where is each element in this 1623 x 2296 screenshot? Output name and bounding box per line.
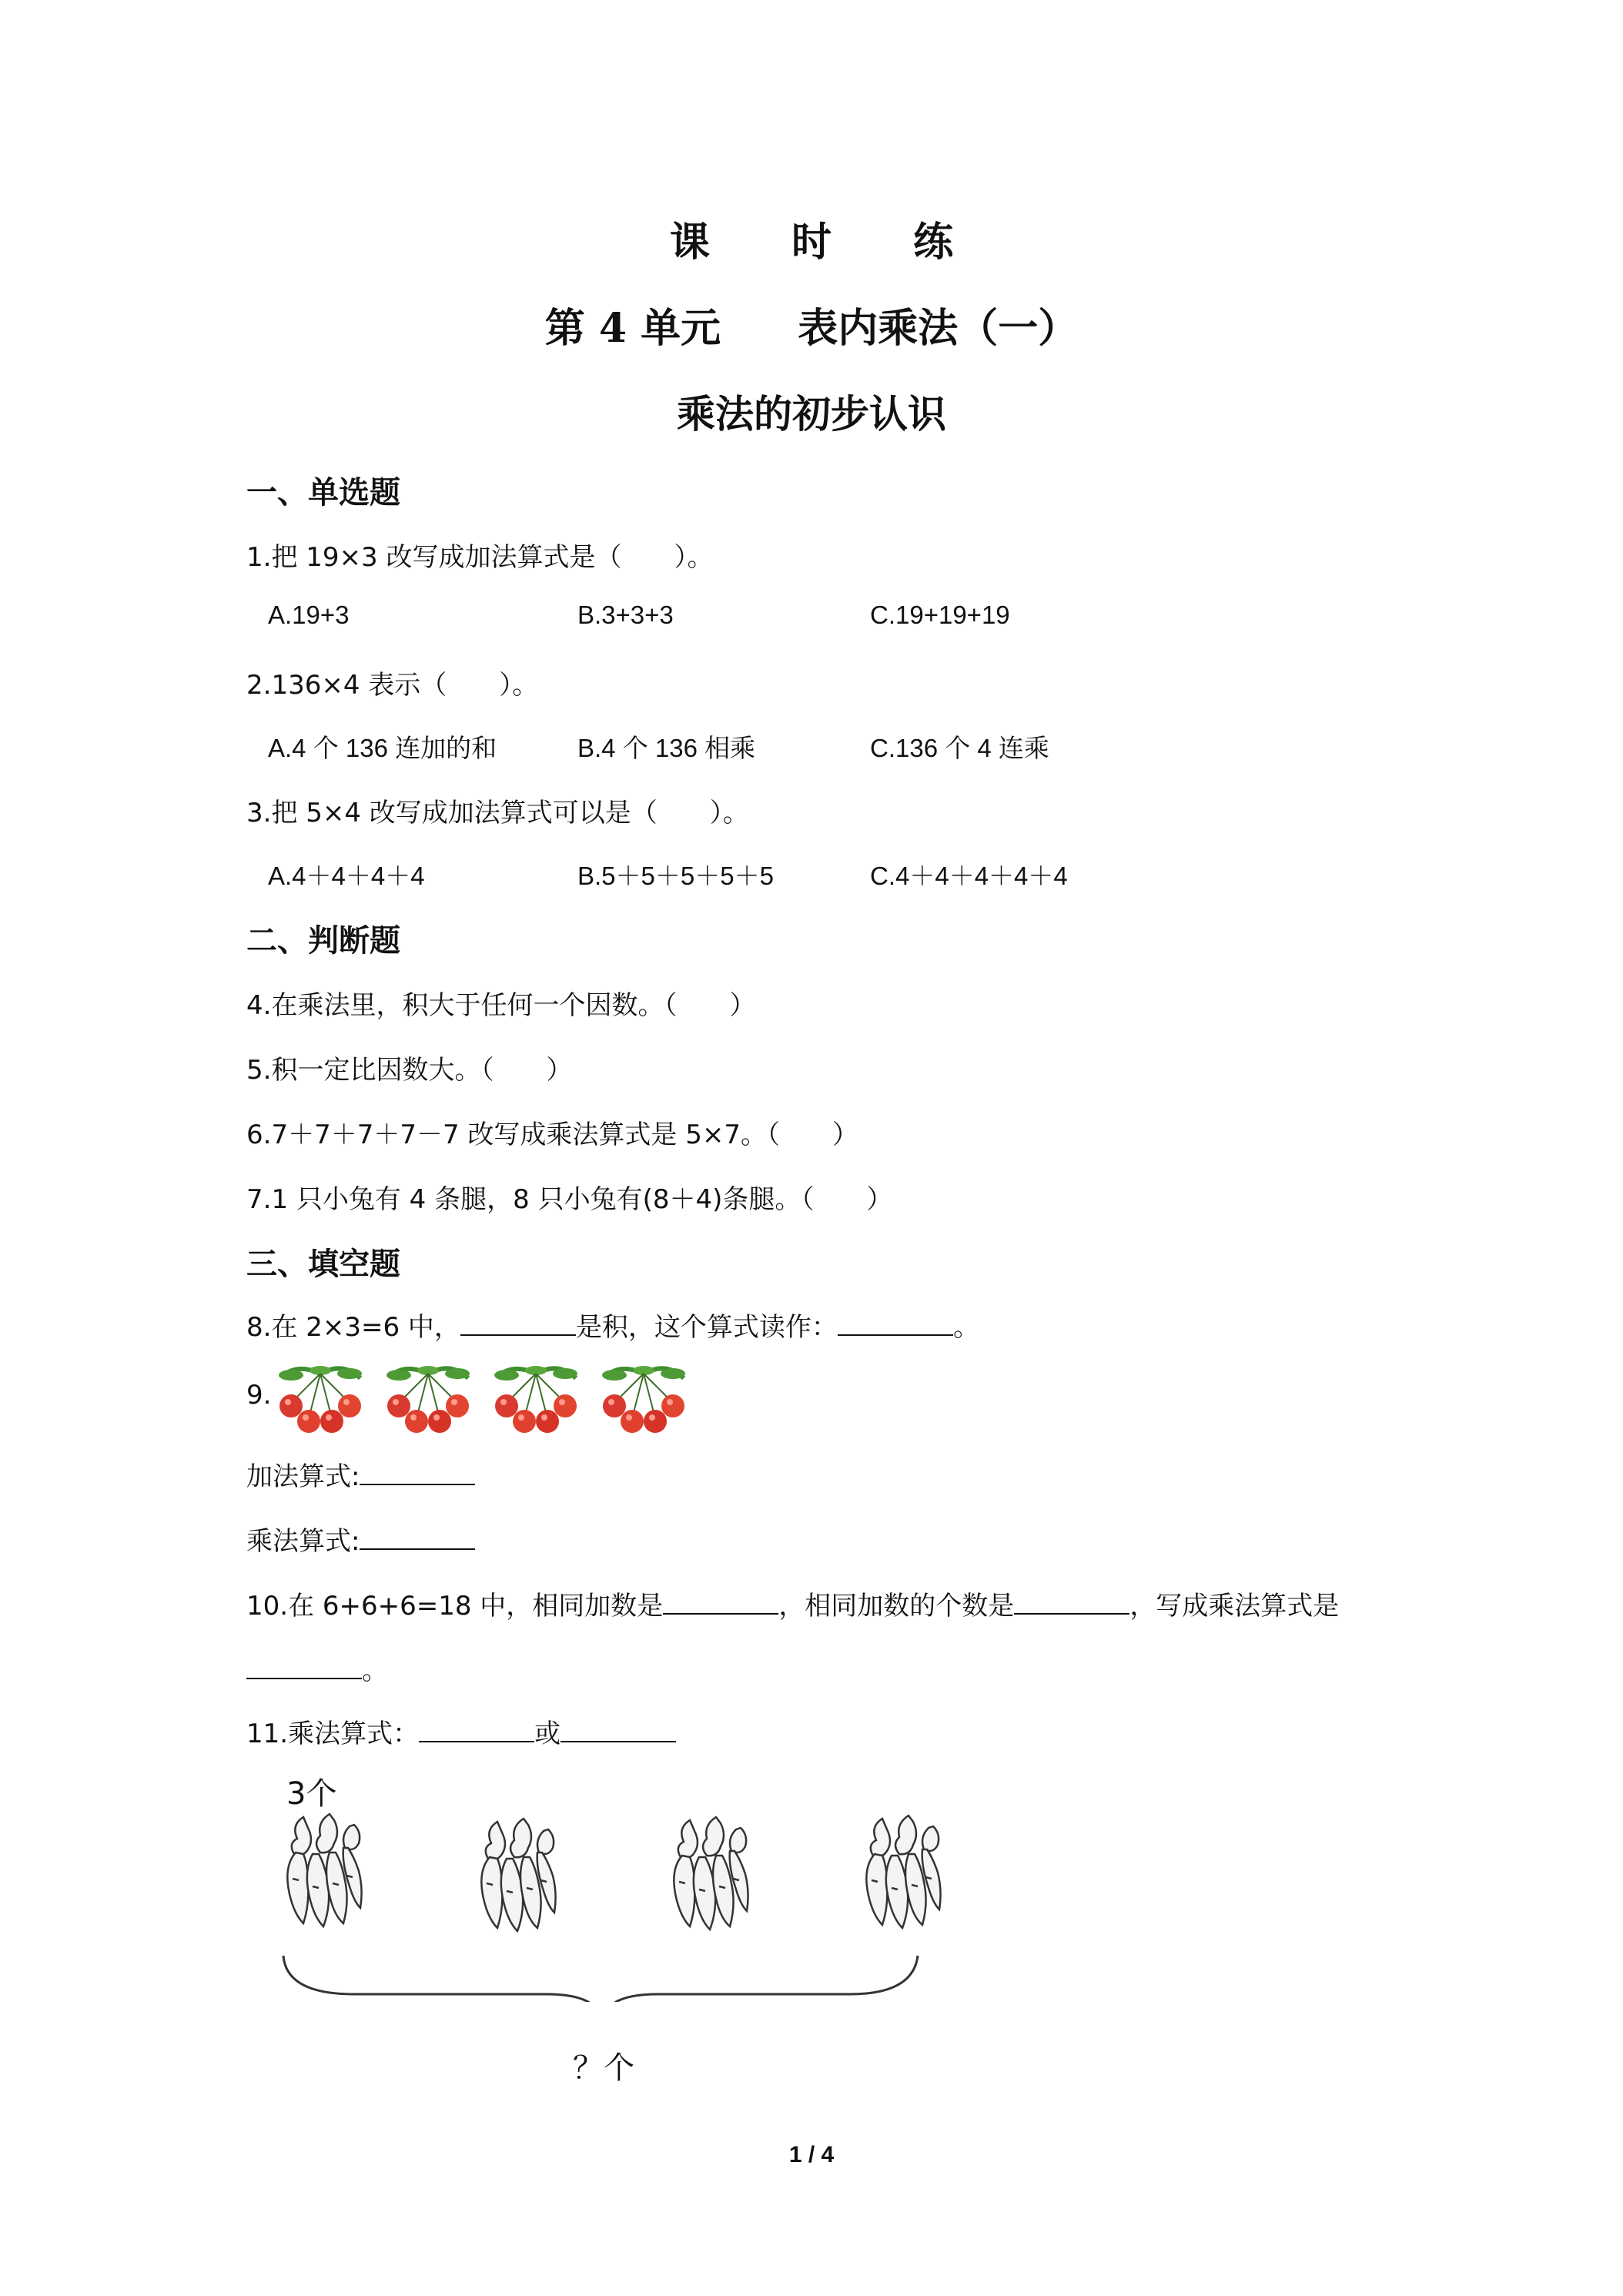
q8-blank-product[interactable] (460, 1311, 576, 1336)
q10-blank-expression[interactable] (246, 1655, 362, 1679)
radish-total-label: ？个 (573, 2050, 634, 2086)
q2-option-a[interactable]: A.4 个 136 连加的和 (268, 734, 497, 762)
q11-text-1: 11.乘法算式： (246, 1719, 420, 1749)
question-10-cont (246, 1649, 388, 1687)
cherry-cluster-4 (602, 1366, 685, 1433)
radish-bunch-1 (287, 1814, 361, 1926)
q10-text-2: ，相同加数的个数是 (778, 1591, 1015, 1622)
cherry-cluster-2 (387, 1366, 470, 1433)
question-11 (246, 1712, 676, 1750)
unit-topic: 表内乘法（一） (798, 305, 1079, 352)
q3-option-a[interactable]: A.4＋4＋4＋4 (268, 862, 425, 890)
cherry-cluster-1 (279, 1366, 362, 1433)
q9-multiplication-label: 乘法算式: (246, 1526, 360, 1557)
cherry-clusters-figure (274, 1355, 705, 1448)
curly-brace (283, 1956, 918, 2002)
radish-bunch-2 (481, 1819, 555, 1931)
q11-text-2: 或 (534, 1719, 561, 1749)
q8-text-3: 。 (952, 1312, 979, 1343)
q9-addition-line (246, 1455, 475, 1493)
q8-blank-reading[interactable] (838, 1311, 953, 1336)
question-4: 4.在乘法里，积大于任何一个因数。（ ） (246, 990, 756, 1021)
cherry-cluster-3 (494, 1366, 577, 1433)
section-true-false: 二、判断题 (246, 923, 400, 959)
q9-blank-addition[interactable] (360, 1461, 475, 1485)
q2-option-b[interactable]: B.4 个 136 相乘 (577, 734, 756, 762)
page-number: 1 / 4 (788, 2142, 835, 2167)
question-7: 7.1 只小兔有 4 条腿，8 只小兔有(8＋4)条腿。（ ） (246, 1184, 893, 1215)
unit-heading (0, 296, 1623, 353)
q1-option-b[interactable]: B.3+3+3 (577, 601, 674, 629)
question-10 (246, 1585, 1339, 1622)
q9-blank-multiplication[interactable] (360, 1525, 475, 1550)
q2-option-c[interactable]: C.136 个 4 连乘 (870, 734, 1049, 762)
q1-option-c[interactable]: C.19+19+19 (870, 601, 1010, 629)
q10-text-3: ，写成乘法算式是 (1129, 1591, 1340, 1622)
q3-option-b[interactable]: B.5＋5＋5＋5＋5 (577, 862, 774, 890)
question-5: 5.积一定比因数大。（ ） (246, 1055, 573, 1086)
worksheet-title: 课 时 练 (669, 219, 988, 266)
question-2: 2.136×4 表示（ ）。 (246, 670, 539, 701)
q10-blank-count[interactable] (1014, 1590, 1129, 1615)
question-6: 6.7＋7＋7＋7－7 改写成乘法算式是 5×7。（ ） (246, 1120, 858, 1150)
q11-blank-1[interactable] (419, 1718, 534, 1742)
question-1: 1.把 19×3 改写成加法算式是（ ）。 (246, 542, 714, 573)
radish-bunch-4 (866, 1816, 940, 1928)
q9-multiplication-line (246, 1520, 475, 1558)
radish-bunch-3 (674, 1817, 748, 1930)
unit-number: 第 4 单元 (544, 305, 721, 352)
q10-blank-addend[interactable] (663, 1590, 778, 1615)
question-8 (246, 1306, 979, 1344)
q9-addition-label: 加法算式: (246, 1461, 360, 1492)
q3-option-c[interactable]: C.4＋4＋4＋4＋4 (870, 862, 1068, 890)
question-3: 3.把 5×4 改写成加法算式可以是（ ）。 (246, 798, 749, 828)
radish-bunches-figure (262, 1809, 955, 2002)
q11-blank-2[interactable] (561, 1718, 676, 1742)
section-fill-blank: 三、填空题 (246, 1247, 400, 1282)
section-single-choice: 一、单选题 (246, 475, 400, 510)
lesson-title: 乘法的初步认识 (677, 391, 946, 437)
radish-count-label: 3个 (286, 1776, 337, 1812)
q8-text-2: 是积，这个算式读作： (575, 1312, 838, 1343)
q8-text-1: 8.在 2×3=6 中， (246, 1312, 460, 1343)
q1-option-a[interactable]: A.19+3 (268, 601, 350, 629)
q10-text-1: 10.在 6+6+6=18 中，相同加数是 (246, 1591, 664, 1622)
q10-text-4: 。 (362, 1655, 388, 1686)
question-9-number: 9. (246, 1380, 272, 1411)
